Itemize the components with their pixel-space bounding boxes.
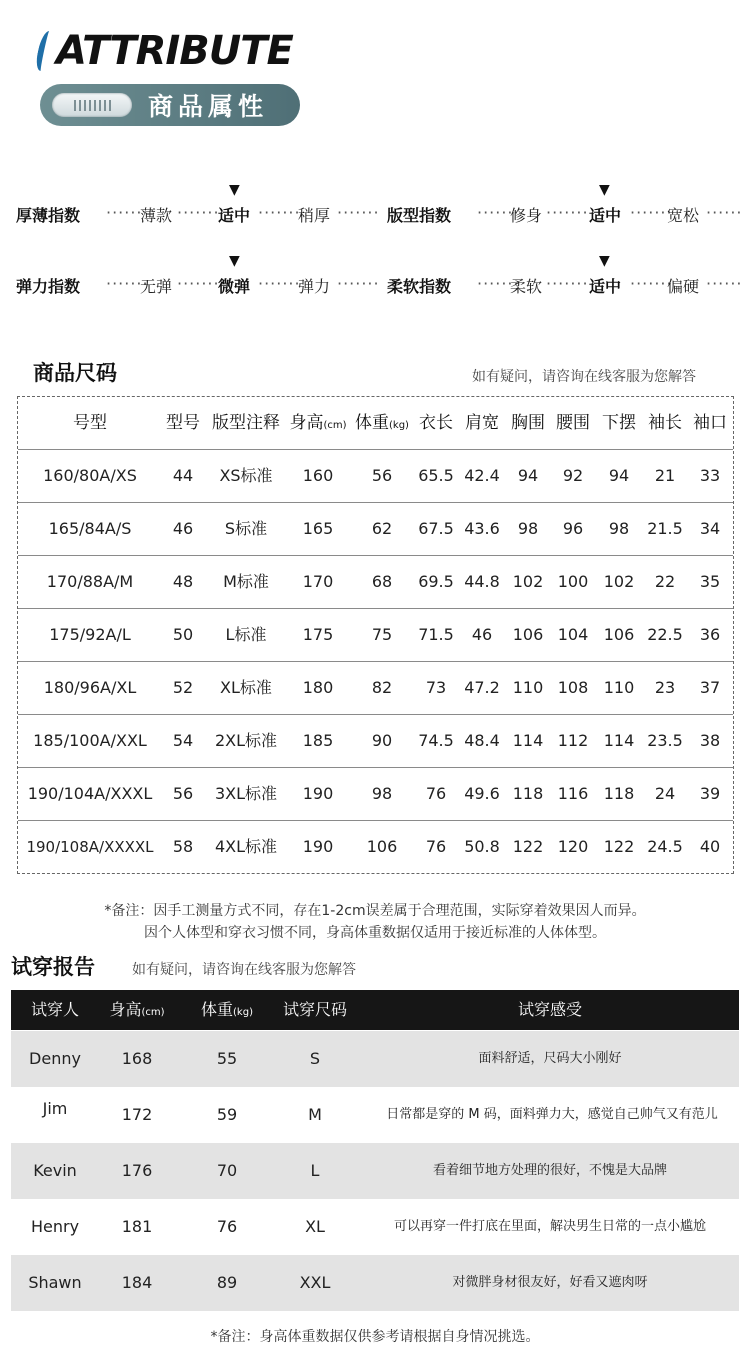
table-row: 165/84A/S 46 S标准 165 62 67.5 43.6 98 96 98 21.5 34 xyxy=(18,503,733,556)
bracket-mark xyxy=(34,31,57,71)
col-header: 体重(kg) xyxy=(201,1000,253,1019)
table-row: Kevin 176 70 L 看着细节地方处理的很好，不愧是大品牌 xyxy=(11,1143,739,1199)
index-row-2: ▼ 弹力指数 ······· 无弹 ······· 微弹 ······· 弹力 ······· ▼ 柔软指数 ······· 柔软 ······· 适中 ······· 偏硬 ······ xyxy=(16,253,743,296)
badge-label: 商品属性 xyxy=(148,92,269,121)
table-row: Denny 168 55 S 面料舒适，尺码大小刚好 xyxy=(11,1031,739,1087)
index-option: 柔软 xyxy=(510,277,543,296)
trial-table xyxy=(11,990,739,1312)
table-row: 190/104A/XXXL 56 3XL标准 190 98 76 49.6 118 116 118 24 39 xyxy=(18,768,733,821)
col-header: 袖口 xyxy=(693,413,727,433)
index-option: 稍厚 xyxy=(298,206,331,225)
col-header: 试穿尺码 xyxy=(282,1000,347,1019)
col-header: 下摆 xyxy=(602,413,636,433)
size-footnote-1: *备注：因手工测量方式不同，存在1-2cm误差属于合理范围，实际穿着效果因人而异。 xyxy=(104,903,646,919)
col-header: 号型 xyxy=(73,413,107,433)
trial-section-note: 如有疑问，请咨询在线客服为您解答 xyxy=(132,962,356,978)
index-option: 弹力 xyxy=(298,277,331,296)
index-option: 宽松 xyxy=(667,206,700,225)
size-footnote-2: 因个人体型和穿衣习惯不同，身高体重数据仅适用于接近标准的人体体型。 xyxy=(144,925,606,941)
table-row: 160/80A/XS 44 XS标准 160 56 65.5 42.4 94 92 94 21 33 xyxy=(18,450,733,503)
size-section-title: 商品尺码 xyxy=(33,361,117,385)
col-header: 胸围 xyxy=(511,413,545,433)
col-header: 袖长 xyxy=(648,413,682,433)
col-header: 体重(kg) xyxy=(355,413,409,433)
index-label: 柔软指数 xyxy=(387,277,452,296)
col-header: 身高(cm) xyxy=(289,413,347,433)
table-row: 190/108A/XXXXL 58 4XL标准 190 106 76 50.8 122 120 122 24.5 40 xyxy=(26,837,721,856)
selected-arrow-icon: ▼ xyxy=(599,253,610,269)
table-row: 180/96A/XL 52 XL标准 180 82 73 47.2 110 108 110 23 37 xyxy=(18,662,733,715)
col-header: 试穿感受 xyxy=(517,1000,582,1019)
col-header: 型号 xyxy=(166,413,200,433)
table-row: 185/100A/XXL 54 2XL标准 185 90 74.5 48.4 114 112 114 23.5 38 xyxy=(18,715,733,768)
index-option-selected: 适中 xyxy=(589,206,622,225)
table-row: Henry 181 76 XL 可以再穿一件打底在里面，解决男生日常的一点小尴尬 xyxy=(11,1199,739,1255)
table-row: 175/92A/L 50 L标准 175 75 71.5 46 106 104 106 22.5 36 xyxy=(18,609,733,662)
index-option: 薄款 xyxy=(140,206,173,225)
trial-section-title: 试穿报告 xyxy=(11,955,95,979)
col-header: 腰围 xyxy=(556,413,590,433)
index-option-selected: 微弹 xyxy=(218,277,251,296)
table-row: 170/88A/M 48 M标准 170 68 69.5 44.8 102 100 102 22 35 xyxy=(18,556,733,609)
index-option-selected: 适中 xyxy=(589,277,622,296)
table-row: Jim 172 59 M 日常都是穿的 M 码，面料弹力大，感觉自己帅气又有范儿 xyxy=(11,1087,739,1143)
col-header: 衣长 xyxy=(419,413,453,433)
trial-table-header xyxy=(11,990,739,1030)
index-option: 偏硬 xyxy=(667,277,700,296)
selected-arrow-icon: ▼ xyxy=(229,182,240,198)
selected-arrow-icon: ▼ xyxy=(599,182,610,198)
index-row-1: ▼ 厚薄指数 ······· 薄款 ······· 适中 ······· 稍厚 ······· ▼ 版型指数 ······· 修身 ······· 适中 ······· 宽松 ······ xyxy=(16,182,743,225)
index-option-selected: 适中 xyxy=(218,206,251,225)
index-label: 版型指数 xyxy=(387,206,452,225)
index-option: 修身 xyxy=(510,206,543,225)
section-badge xyxy=(40,84,300,126)
trial-footnote: *备注：身高体重数据仅供参考请根据自身情况挑选。 xyxy=(210,1329,540,1345)
badge-stripes-icon xyxy=(52,93,132,117)
table-row: Shawn 184 89 XXL 对微胖身材很友好，好看又遮肉呀 xyxy=(11,1255,739,1311)
brand-title-text: ATTRIBUTE xyxy=(56,28,293,74)
index-label: 弹力指数 xyxy=(16,277,81,296)
col-header: 试穿人 xyxy=(30,1000,79,1019)
col-header: 肩宽 xyxy=(465,413,499,433)
index-option: 无弹 xyxy=(140,277,173,296)
brand-title xyxy=(38,28,293,74)
size-table xyxy=(17,396,734,874)
size-table-header xyxy=(18,397,733,450)
index-label: 厚薄指数 xyxy=(16,206,81,225)
selected-arrow-icon: ▼ xyxy=(229,253,240,269)
col-header: 身高(cm) xyxy=(109,1000,165,1019)
size-section-note: 如有疑问，请咨询在线客服为您解答 xyxy=(472,369,696,385)
col-header: 版型注释 xyxy=(212,413,280,433)
